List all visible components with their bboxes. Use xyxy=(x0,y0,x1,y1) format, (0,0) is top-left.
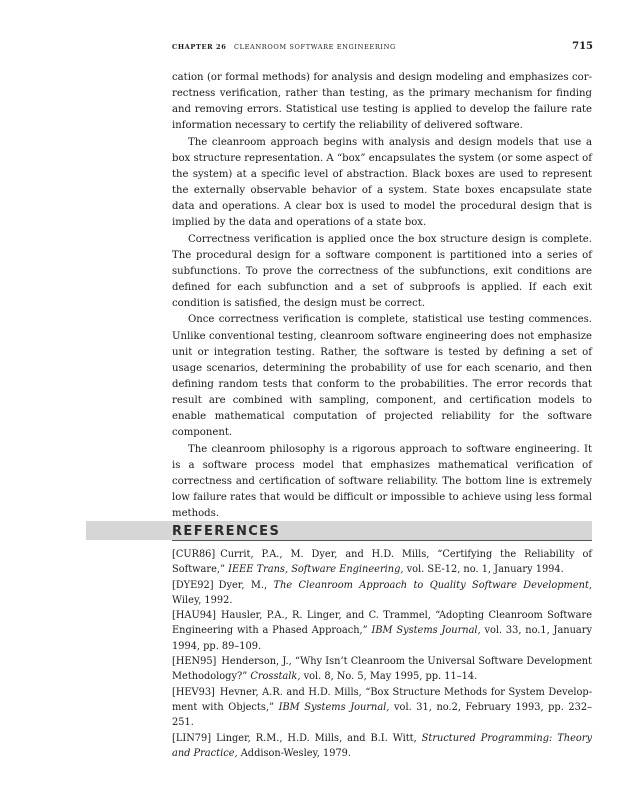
reference-text: Henderson, J., “Why Isn’t Cleanroom the Universal Software Development Methodology?” xyxy=(172,656,592,683)
reference-source: The Cleanroom Approach to Quality Software Development, xyxy=(273,579,592,591)
reference-source: Crosstalk, xyxy=(250,671,301,683)
references-heading: REFERENCES xyxy=(172,524,281,539)
paragraph-3: Correctness verification is applied once the box structure design is complete. The procedural design for a software component is partitioned into a series of subfunctions. To prove the correctness of the subfunctions, exit conditions are defined for each subfunction and a set of subproofs is applied. If each exit condition is satisfied, the design must be correct. xyxy=(172,233,592,310)
reference-details: vol. 8, No. 5, May 1995, pp. 11–14. xyxy=(300,671,478,683)
reference-item xyxy=(172,685,592,731)
reference-text: Hausler, P.A., R. Linger, and C. Trammel, “Adopting Cleanroom Software Engineering with a Phased Approach,” xyxy=(172,610,592,637)
body-text xyxy=(172,70,592,522)
reference-item xyxy=(172,731,592,762)
reference-item xyxy=(172,654,592,685)
reference-details: vol. 31, no.2, February 1993, pp. 232–251. xyxy=(172,701,592,729)
running-head xyxy=(172,41,593,55)
chapter-title: CLEANROOM SOFTWARE ENGINEERING xyxy=(234,43,396,51)
reference-text: Currit, P.A., M. Dyer, and H.D. Mills, “Certifying the Reliability of Software,” xyxy=(172,549,592,576)
reference-key: [HAU94] xyxy=(172,610,216,622)
reference-details: vol. 33, no.1, January 1994, pp. 89–109. xyxy=(172,625,592,652)
reference-key: [HEN95] xyxy=(172,656,217,668)
reference-text: Linger, R.M., H.D. Mills, and B.I. Witt, xyxy=(216,732,422,744)
references-heading-band xyxy=(86,521,592,540)
reference-item xyxy=(172,608,592,654)
references-list xyxy=(172,547,592,761)
references-rule xyxy=(172,540,592,541)
reference-source: IBM Systems Journal, xyxy=(371,625,481,637)
reference-item xyxy=(172,578,592,609)
reference-key: [DYE92] xyxy=(172,579,214,591)
reference-key: [LIN79] xyxy=(172,732,212,744)
reference-source: IEEE Trans, Software Engineering, xyxy=(228,564,404,576)
reference-text: Hevner, A.R. and H.D. Mills, “Box Structure Methods for System Development with Objects,” xyxy=(172,686,592,713)
reference-source: Structured Programming: Theory and Practice, xyxy=(172,732,592,759)
reference-details: Addison-Wesley, 1979. xyxy=(237,747,352,759)
reference-key: [CUR86] xyxy=(172,549,216,560)
reference-key: [HEV93] xyxy=(172,686,215,698)
reference-item xyxy=(172,547,592,578)
chapter-label: CHAPTER 26 xyxy=(172,43,227,51)
reference-details: vol. SE-12, no. 1, January 1994. xyxy=(403,564,564,576)
reference-source: IBM Systems Journal, xyxy=(278,701,390,713)
paragraph-1: cation (or formal methods) for analysis and design modeling and emphasizes correctness verification, rather than testing, as the primary mechanism for finding and removing errors. Statistical use testing is applied to develop the failure rate information necessary to certify the reliability of delivered software. xyxy=(172,72,592,132)
reference-text: Dyer, M., xyxy=(218,579,274,591)
paragraph-2: The cleanroom approach begins with analysis and design models that use a box structure representation. A “box” encapsulates the system (or some aspect of the system) at a specific level of abstraction. Black boxes are used to represent the externally observable behavior of a system. State boxes encapsulate state data and operations. A clear box is used to model the procedural design that is implied by the data and operations of a state box. xyxy=(172,136,592,229)
page-number: 715 xyxy=(572,41,593,52)
reference-details: Wiley, 1992. xyxy=(172,594,233,606)
paragraph-5: The cleanroom philosophy is a rigorous approach to software engineering. It is a software process model that emphasizes mathematical verification of correctness and certification of software reliability. The bottom line is extremely low failure rates that would be difficult or impossible to achieve using less formal methods. xyxy=(172,443,592,520)
paragraph-4: Once correctness verification is complete, statistical use testing commences. Unlike conventional testing, cleanroom software engineering does not emphasize unit or integration testing. Rather, the software is tested by defining a set of usage scenarios, determining the probability of use for each scenario, and then defining random tests that conform to the probabilities. The error records that result are combined with sampling, component, and certification models to enable mathematical computation of projected reliability for the software component. xyxy=(172,314,592,439)
